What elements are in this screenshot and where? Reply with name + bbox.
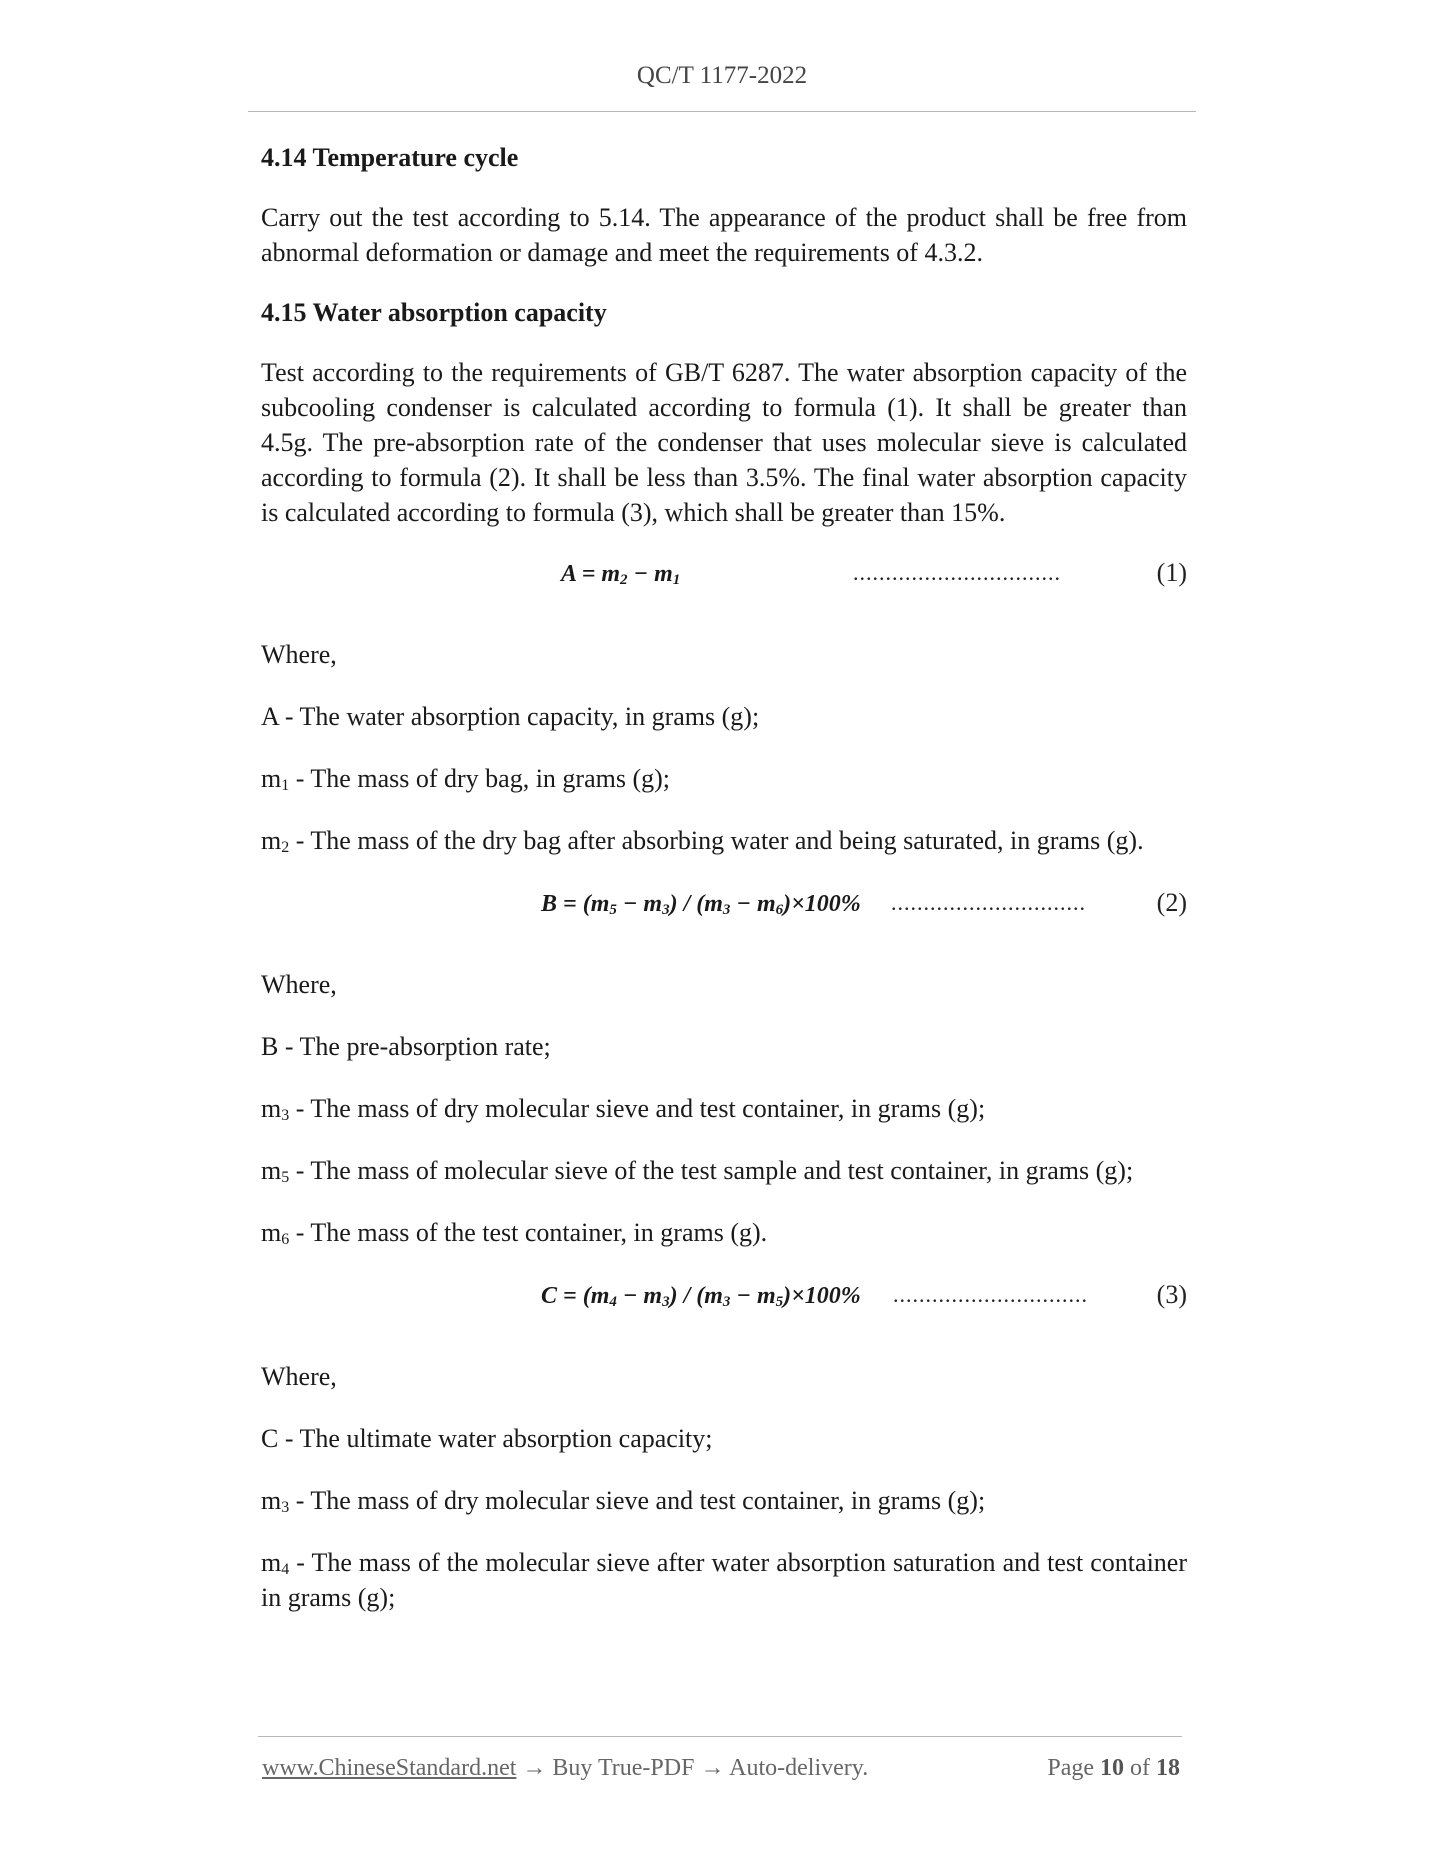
formula-1: [261, 555, 1187, 595]
page-total: 18: [1156, 1755, 1180, 1781]
definition-a: A - The water absorption capacity, in grams (g);: [261, 702, 760, 731]
formula-2-where: Where,: [261, 970, 337, 999]
formula-3-where: Where,: [261, 1362, 337, 1391]
buy-pdf-text: Buy True-PDF: [552, 1755, 695, 1781]
formula-1-expression: $A = m_2 - m_1$: [561, 561, 681, 588]
site-link[interactable]: www.ChineseStandard.net: [262, 1755, 517, 1781]
formula-3-expression: $C = (m_4 - m_3) / (m_3 - m_5)\times 100\%$: [541, 1283, 861, 1310]
page-number: 10: [1100, 1755, 1124, 1781]
footer-promo: [262, 1755, 868, 1782]
definition-m5: $m_5$ - The mass of molecular sieve of the test sample and test container, in grams (g);: [261, 1156, 1134, 1186]
arrow-icon: →: [516, 1755, 553, 1781]
definition-c: C - The ultimate water absorption capacity;: [261, 1424, 713, 1453]
section-4-15-text: Test according to the requirements of GB/T 6287. The water absorption capacity of the subcooling condenser is calculated according to formula (1). It shall be greater than 4.5g. The pre-absorption rate of the condenser that uses molecular sieve is calculated according to formula (2). It shall be less than 3.5%. The final water absorption capacity is calculated according to formula (3), which shall be greater than 15%.: [261, 358, 1187, 527]
definition-m3-repeat: $m_3$ - The mass of dry molecular sieve and test container, in grams (g);: [261, 1486, 986, 1516]
section-4-15-heading: 4.15 Water absorption capacity: [261, 298, 607, 327]
formula-2: [261, 885, 1187, 925]
formula-3: [261, 1277, 1187, 1317]
definition-m1: $m_1$ - The mass of dry bag, in grams (g);: [261, 764, 671, 794]
definition-m2: $m_2$ - The mass of the dry bag after absorbing water and being saturated, in grams (g).: [261, 826, 1144, 856]
header-divider: [248, 111, 1196, 112]
auto-delivery-text: Auto-delivery.: [729, 1755, 869, 1781]
section-4-14-text: Carry out the test according to 5.14. The appearance of the product shall be free from abnormal deformation or damage and meet the requirements of 4.3.2.: [261, 203, 1187, 267]
formula-1-where: Where,: [261, 640, 337, 669]
formula-1-number: (1): [1156, 558, 1187, 587]
definition-b: B - The pre-absorption rate;: [261, 1032, 551, 1061]
arrow-icon: →: [694, 1755, 730, 1781]
formula-2-number: (2): [1156, 888, 1187, 917]
formula-1-leader-dots: ................................: [853, 560, 1061, 585]
formula-3-number: (3): [1156, 1280, 1187, 1309]
page-indicator: [1047, 1755, 1180, 1782]
page-label: Page: [1047, 1755, 1094, 1781]
formula-2-leader-dots: ..............................: [891, 890, 1086, 915]
page-content: [261, 140, 1187, 1642]
definition-m4: $m_4$ - The mass of the molecular sieve after water absorption saturation and test container in grams (g);: [261, 1548, 1187, 1612]
formula-2-expression: $B = (m_5 - m_3) / (m_3 - m_6)\times 100\%$: [541, 891, 861, 918]
formula-3-leader-dots: ..............................: [893, 1282, 1088, 1307]
definition-m3: $m_3$ - The mass of dry molecular sieve and test container, in grams (g);: [261, 1094, 986, 1124]
of-label: of: [1130, 1755, 1150, 1781]
document-code-header: QC/T 1177-2022: [636, 62, 808, 89]
footer-divider: [258, 1736, 1182, 1737]
section-4-14-heading: 4.14 Temperature cycle: [261, 143, 519, 172]
definition-m6: $m_6$ - The mass of the test container, in grams (g).: [261, 1218, 768, 1248]
